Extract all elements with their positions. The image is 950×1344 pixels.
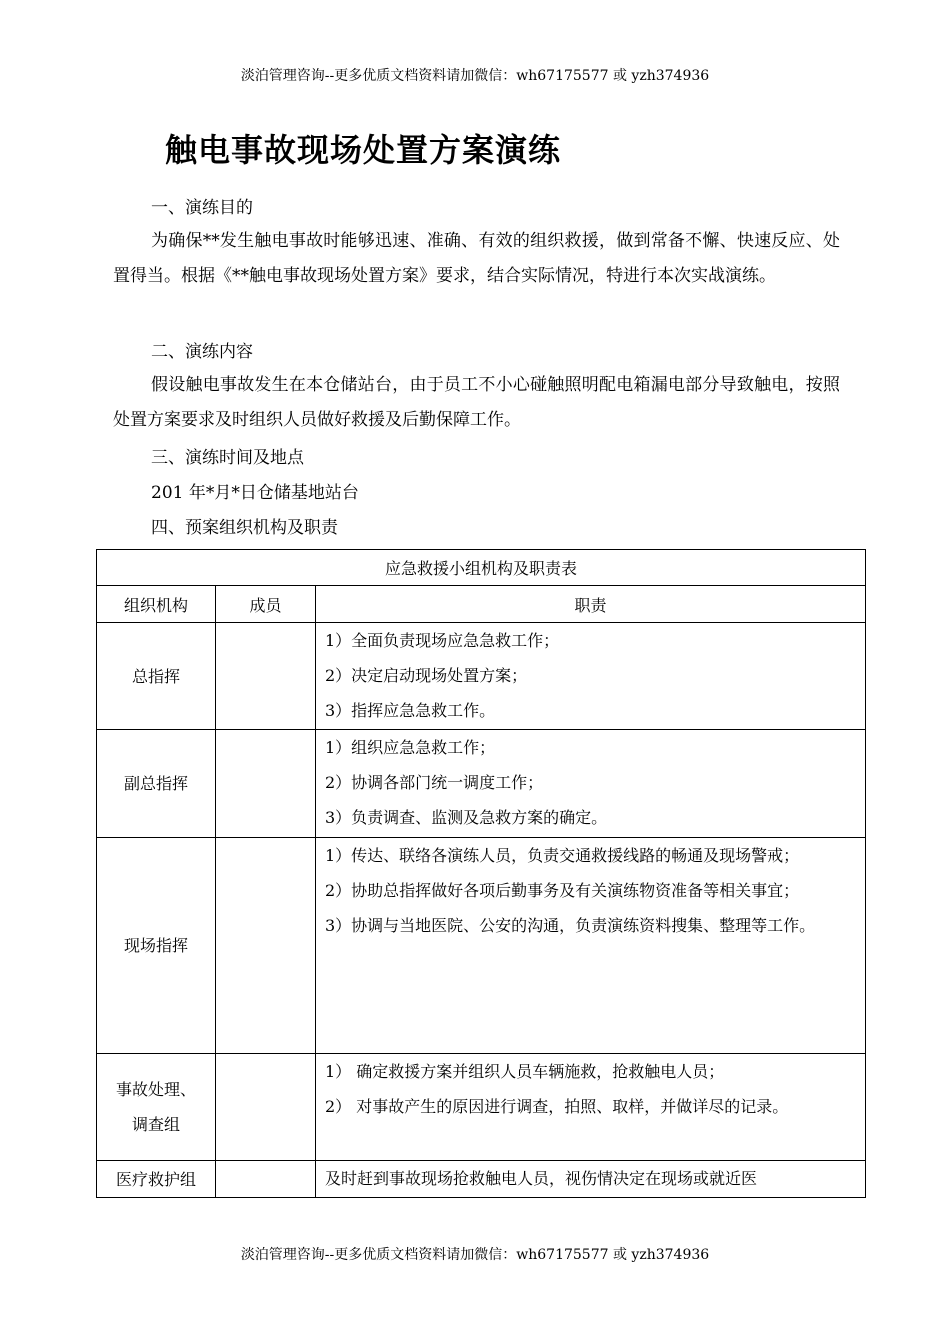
- member-cell: [216, 1161, 316, 1198]
- duties-cell: [316, 838, 866, 1054]
- duty-item: 及时赶到事故现场抢救触电人员，视伤情决定在现场或就近医: [325, 1169, 758, 1188]
- member-cell: [216, 730, 316, 838]
- responsibility-table: [96, 549, 866, 1198]
- section-3-heading: 三、演练时间及地点: [151, 448, 304, 468]
- section-2-heading: 二、演练内容: [151, 342, 253, 362]
- duties-cell: [316, 1161, 866, 1198]
- duties-cell: [316, 730, 866, 838]
- page-footer: 淡泊管理咨询--更多优质文档资料请加微信：wh67175577 或 yzh374936: [240, 1247, 710, 1263]
- section-1-heading: 一、演练目的: [151, 198, 253, 218]
- section-4-heading: 四、预案组织机构及职责: [151, 518, 338, 538]
- duties-cell: [316, 1054, 866, 1161]
- header-member: 成员: [216, 586, 316, 623]
- org-cell: [97, 1054, 216, 1161]
- duty-item: 1）传达、联络各演练人员，负责交通救援线路的畅通及现场警戒；: [325, 846, 800, 865]
- duty-item: 2）决定启动现场处置方案；: [325, 666, 528, 685]
- header-duties: 职责: [316, 586, 866, 623]
- duty-item: 2） 对事故产生的原因进行调查，拍照、取样，并做详尽的记录。: [325, 1097, 789, 1116]
- document-title: 触电事故现场处置方案演练: [165, 131, 562, 169]
- table-caption-row: [97, 550, 866, 586]
- org-cell-line: 调查组: [131, 1115, 180, 1134]
- duties-cell: [316, 623, 866, 730]
- table-caption: 应急救援小组机构及职责表: [97, 550, 866, 586]
- duty-item: 1） 确定救援方案并组织人员车辆施救，抢救触电人员；: [325, 1062, 725, 1081]
- table-row: [97, 1054, 866, 1161]
- member-cell: [216, 623, 316, 730]
- org-cell: 总指挥: [97, 623, 216, 730]
- org-cell: 副总指挥: [97, 730, 216, 838]
- section-2-body: 假设触电事故发生在本仓储站台，由于员工不小心碰触照明配电箱漏电部分导致触电，按照处置方案要求及时组织人员做好救援及后勤保障工作。: [113, 375, 840, 430]
- table-row: [97, 1161, 866, 1198]
- member-cell: [216, 1054, 316, 1161]
- table-row: [97, 838, 866, 1054]
- org-cell: 医疗救护组: [97, 1161, 216, 1198]
- org-cell-line: 事故处理、: [115, 1080, 196, 1099]
- duty-item: 3）指挥应急急救工作。: [325, 701, 496, 720]
- section-3-body: 201 年*月*日仓储基地站台: [151, 483, 359, 503]
- table-row: [97, 623, 866, 730]
- duty-item: 1）全面负责现场应急急救工作；: [325, 631, 560, 650]
- duty-item: 1）组织应急急救工作；: [325, 738, 496, 757]
- page-header: 淡泊管理咨询--更多优质文档资料请加微信：wh67175577 或 yzh374936: [240, 68, 710, 84]
- duty-item: 3）协调与当地医院、公安的沟通，负责演练资料搜集、整理等工作。: [325, 916, 816, 935]
- duty-item: 2）协助总指挥做好各项后勤事务及有关演练物资准备等相关事宜；: [325, 881, 800, 900]
- table-row: [97, 730, 866, 838]
- duty-item: 2）协调各部门统一调度工作；: [325, 773, 544, 792]
- org-cell: 现场指挥: [97, 838, 216, 1054]
- member-cell: [216, 838, 316, 1054]
- duty-item: 3）负责调查、监测及急救方案的确定。: [325, 808, 608, 827]
- table-header-row: [97, 586, 866, 623]
- section-1-body: 为确保**发生触电事故时能够迅速、准确、有效的组织救援，做到常备不懈、快速反应、处置得当。根据《**触电事故现场处置方案》要求，结合实际情况，特进行本次实战演练。: [113, 231, 840, 286]
- header-org: 组织机构: [97, 586, 216, 623]
